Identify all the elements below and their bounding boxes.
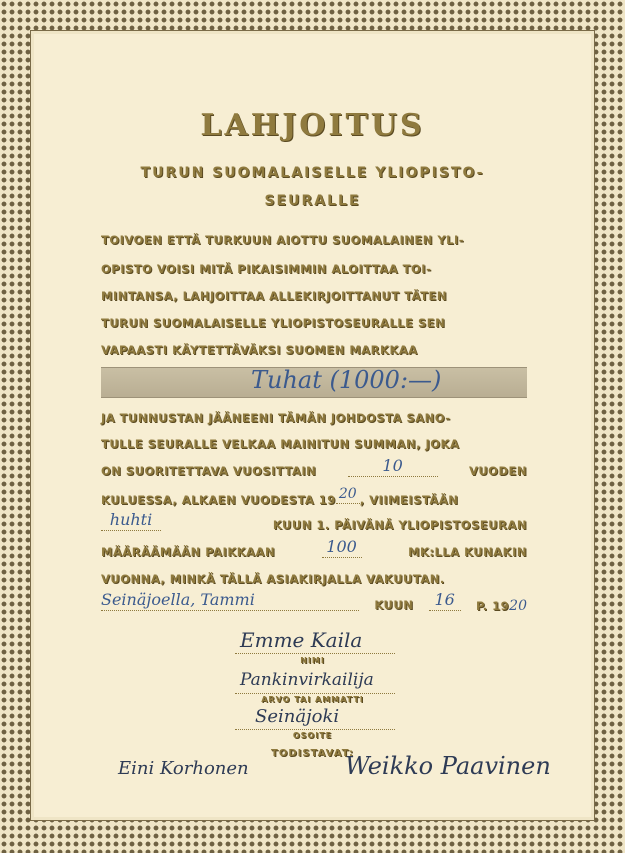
start-year-field (336, 486, 360, 504)
sum-value: 100 (326, 537, 357, 556)
body-line: TOIVOEN ETTÄ TURKUUN AIOTTU SUOMALAINEN YLI- (101, 233, 465, 247)
place-value: Seinäjoella, Tammi (101, 590, 255, 609)
body-line: TURUN SUOMALAISELLE YLIOPISTOSEURALLE SEN (101, 316, 446, 330)
body-line-sum (101, 537, 527, 559)
signature-title: Pankinvirkailija (240, 670, 374, 690)
body-line: MINTANSA, LAHJOITTAA ALLEKIRJOITTANUT TÄTEN (101, 289, 447, 303)
start-year-value: 20 (338, 486, 357, 502)
title-line (235, 693, 395, 694)
amount-field (101, 367, 527, 398)
body-line-years (101, 456, 527, 478)
body-line: OPISTO VOISI MITÄ PIKAISIMMIN ALOITTAA TOI- (101, 262, 432, 276)
body-text (101, 486, 459, 507)
date-prefix: P. 19 (475, 599, 510, 613)
body-text: MK:LLA KUNAKIN (408, 545, 527, 559)
years-value: 10 (382, 456, 403, 475)
date-year-value: 20 (509, 598, 527, 614)
body-text: VUODEN (468, 464, 527, 478)
body-line: TULLE SEURALLE VELKAA MAINITUN SUMMAN, JOKA (101, 437, 460, 451)
address-line (235, 729, 395, 730)
witness-2-signature: Weikko Paavinen (345, 752, 551, 780)
body-text (476, 598, 527, 614)
body-text: KUUN (374, 598, 414, 612)
month-value: huhti (109, 510, 153, 529)
document-title: LAHJOITUS (200, 108, 425, 143)
amount-value: Tuhat (1000:—) (251, 366, 442, 394)
signature-address: Seinäjoki (255, 706, 340, 727)
sum-field (322, 537, 362, 558)
body-text-prefix: KULUESSA, ALKAEN VUODESTA 19 (101, 493, 336, 507)
body-line-month (101, 510, 527, 532)
body-line: JA TUNNUSTAN JÄÄNEENI TÄMÄN JOHDOSTA SANO- (101, 411, 451, 425)
witness-1-signature: Eini Korhonen (118, 758, 249, 779)
day-field (429, 590, 461, 611)
place-date-line (101, 590, 527, 614)
address-label: OSOITE (292, 731, 333, 740)
body-line: VAPAASTI KÄYTETTÄVÄKSI SUOMEN MARKKAA (101, 343, 418, 357)
recipient-line-1: TURUN SUOMALAISELLE YLIOPISTO- (140, 165, 485, 181)
witnesses-label: TODISTAVAT: (271, 748, 354, 759)
recipient-line-2: SEURALLE (264, 193, 361, 209)
place-field (101, 590, 359, 611)
body-text: MÄÄRÄÄMÄÄN PAIKKAAN (101, 545, 276, 559)
signature-name: Emme Kaila (240, 628, 363, 652)
years-field (348, 456, 438, 477)
title-label: ARVO TAI AMMATTI (261, 695, 364, 704)
signature-line (235, 653, 395, 654)
body-line: VUONNA, MINKÄ TÄLLÄ ASIAKIRJALLA VAKUUTAN. (101, 572, 445, 586)
body-text-suffix: , VIIMEISTÄÄN (359, 493, 459, 507)
body-line-start-year (101, 486, 527, 507)
body-text: KUUN 1. PÄIVÄNÄ YLIOPISTOSEURAN (272, 518, 527, 532)
body-text: ON SUORITETTAVA VUOSITTAIN (101, 464, 317, 478)
name-label: NIMI (300, 656, 325, 665)
day-value: 16 (434, 590, 455, 609)
month-field (101, 510, 161, 531)
